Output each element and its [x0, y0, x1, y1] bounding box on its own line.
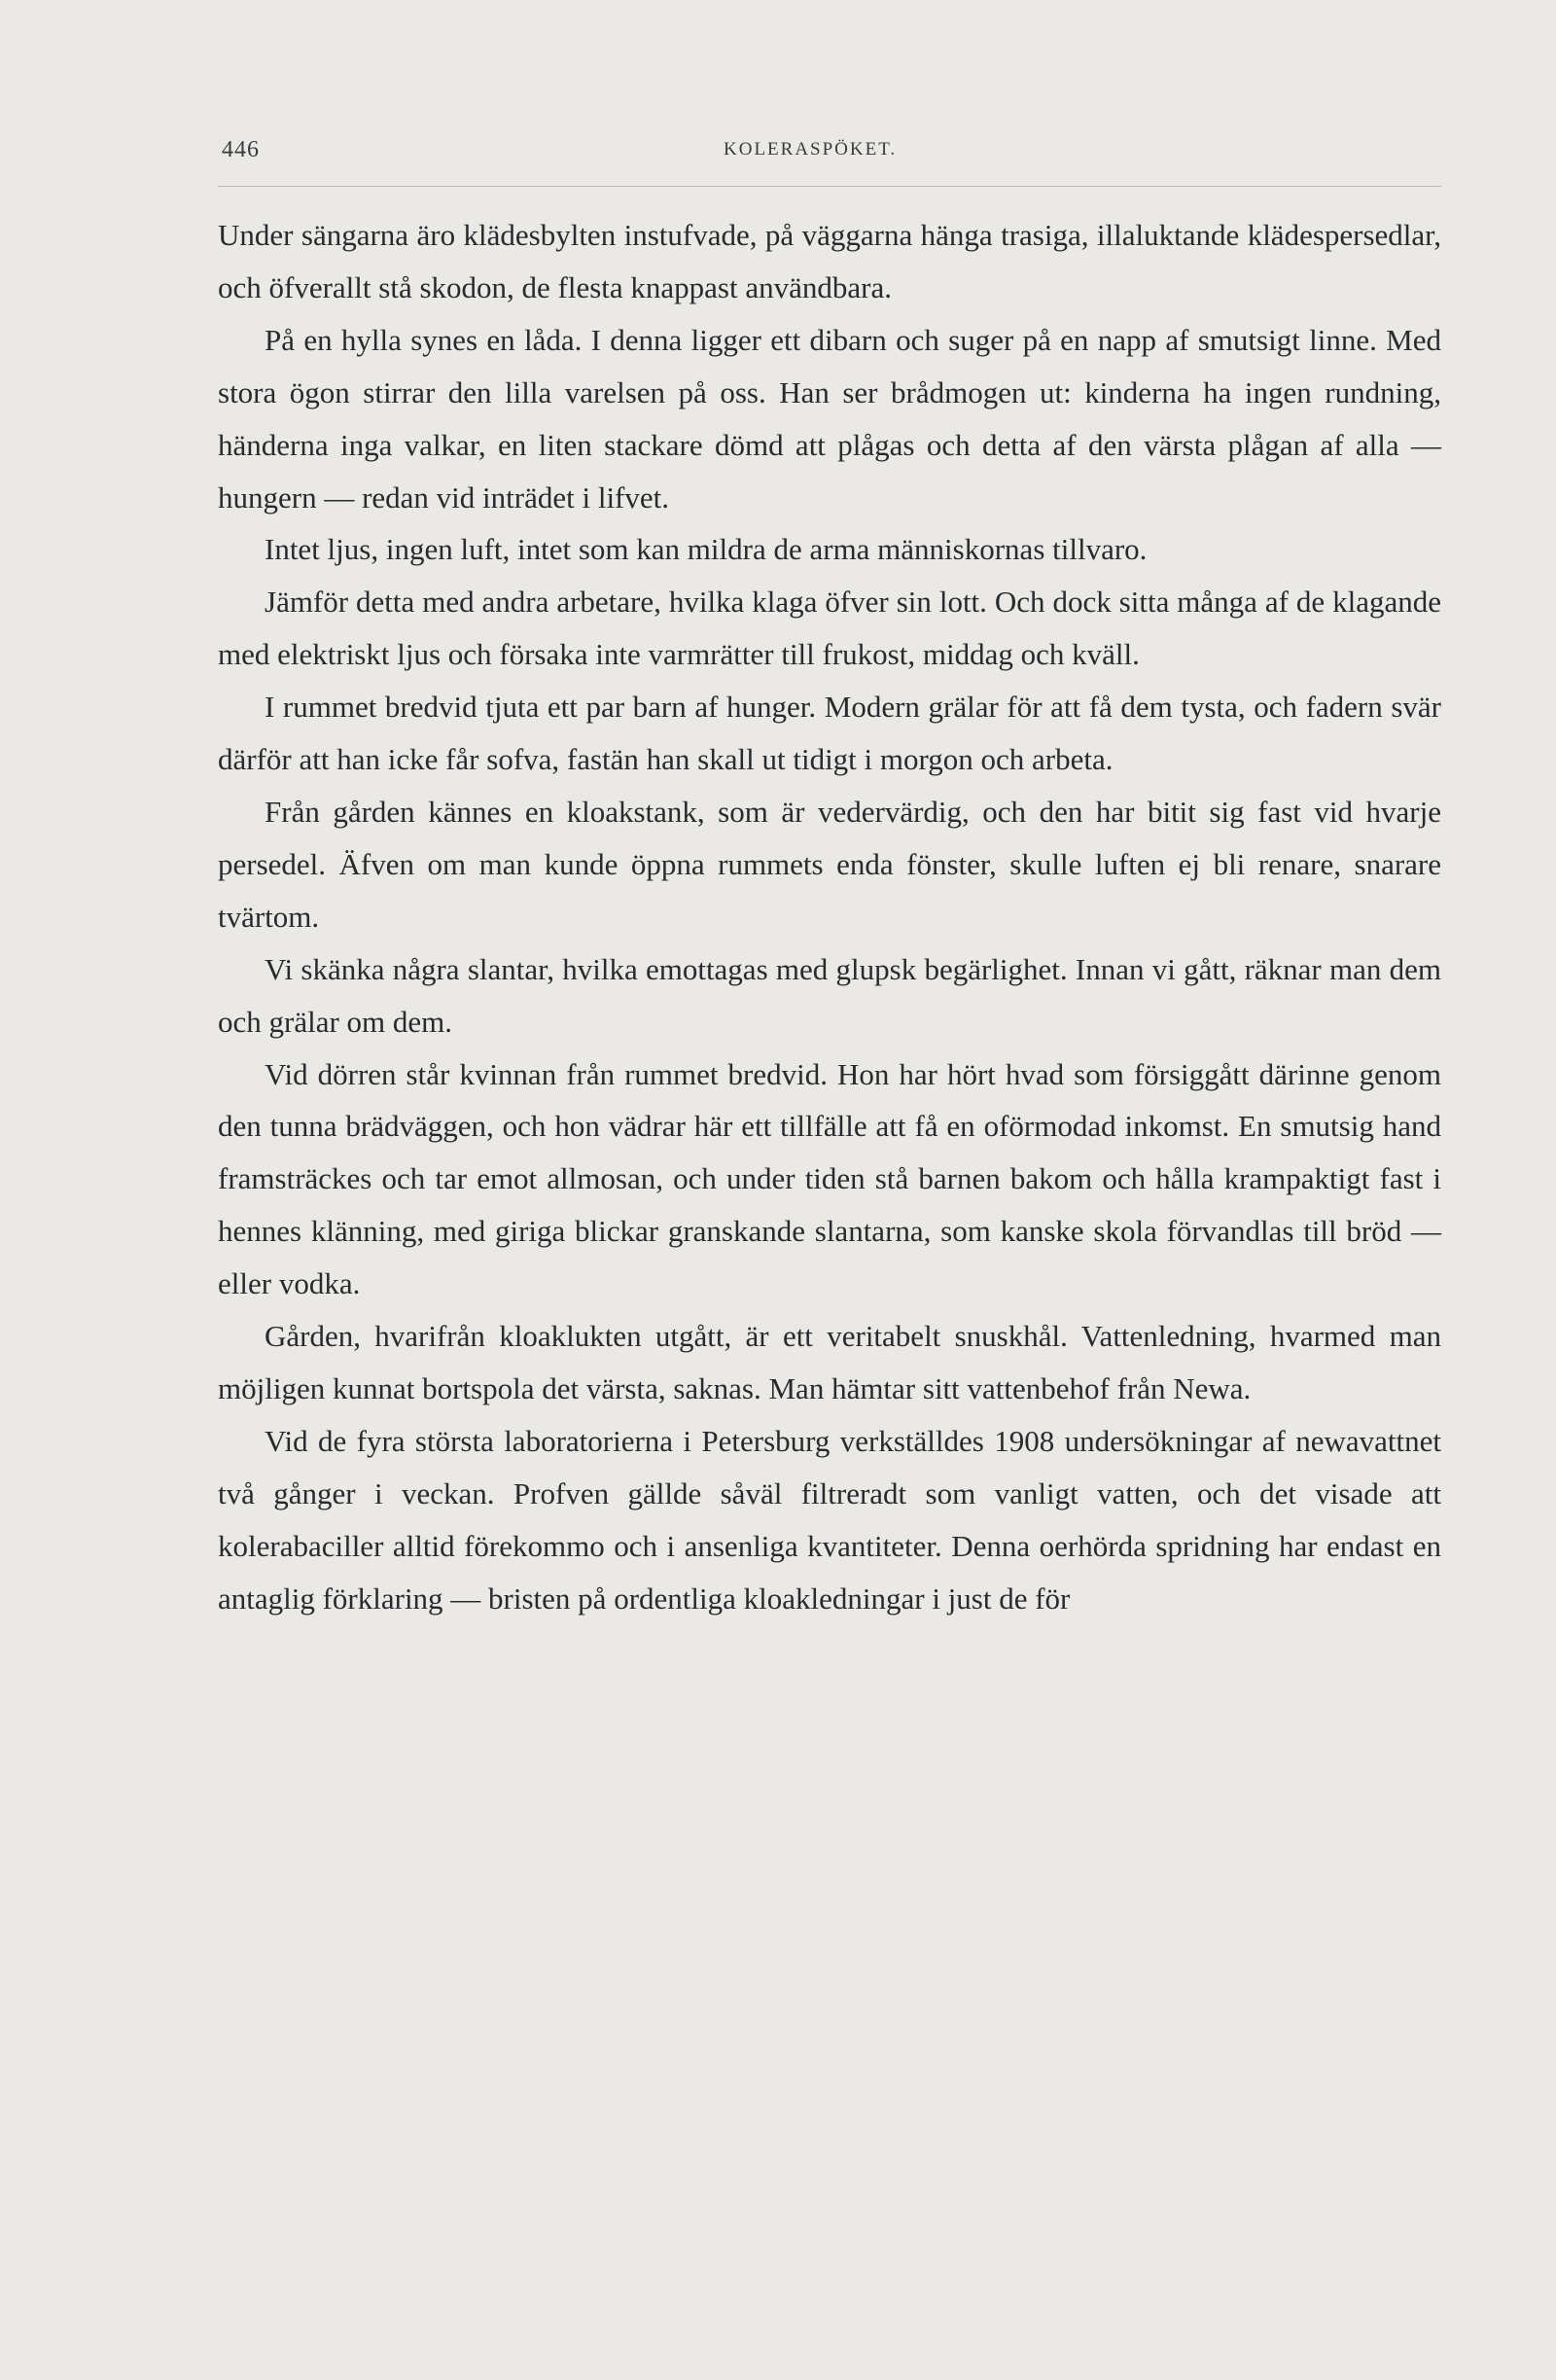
paragraph: Under sängarna äro klädesbylten instufvade, på väggarna hänga trasiga, illaluktande klädespersedlar, och öfverallt stå skodon, de flesta knappast användbara. [218, 218, 1441, 304]
running-title: KOLERASPÖKET. [724, 139, 898, 160]
paragraph: Jämför detta med andra arbetare, hvilka klaga öfver sin lott. Och dock sitta många af de klagande med elektriskt ljus och försaka inte varmrätter till frukost, middag och kväll. [218, 585, 1441, 672]
paragraph: På en hylla synes en låda. I denna ligger ett dibarn och suger på en napp af smutsigt linne. Med stora ögon stirrar den lilla varelsen på oss. Han ser brådmogen ut: kinderna ha ingen rundning, händerna inga valkar, en liten stackare dömd att plågas och detta af den värsta plågan af alla — hungern — redan vid inträdet i lifvet. [218, 322, 1441, 515]
page-header [218, 137, 1441, 187]
page-number: 446 [222, 137, 260, 162]
paragraph: Från gården kännes en kloakstank, som är vedervärdig, och den har bitit sig fast vid hvarje persedel. Äfven om man kunde öppna rummets enda fönster, skulle luften ej bli renare, snarare tvärtom. [218, 794, 1441, 934]
paragraph: Gården, hvarifrån kloaklukten utgått, är ett veritabelt snuskhål. Vattenledning, hvarmed man möjligen kunnat bortspola det värsta, saknas. Man hämtar sitt vattenbehof från Newa. [218, 1319, 1441, 1405]
paragraph: Vid dörren står kvinnan från rummet bredvid. Hon har hört hvad som försiggått därinne genom den tunna brädväggen, och hon vädrar här ett tillfälle att få en oförmodad inkomst. En smutsig hand framsträckes och tar emot allmosan, och under tiden stå barnen bakom och hålla krampaktigt fast i hennes klänning, med giriga blickar granskande slantarna, som kanske skola förvandlas till bröd — eller vodka. [218, 1056, 1441, 1301]
body-text [218, 209, 1441, 1624]
paragraph: I rummet bredvid tjuta ett par barn af hunger. Modern grälar för att få dem tysta, och fadern svär därför att han icke får sofva, fastän han skall ut tidigt i morgon och arbeta. [218, 690, 1441, 777]
paragraph: Vid de fyra största laboratorierna i Petersburg verkställdes 1908 undersökningar af newavattnet två gånger i veckan. Profven gällde såväl filtreradt som vanligt vatten, och det visade att kolerabaciller alltid förekommo och i ansenliga kvantiteter. Denna oerhörda spridning har endast en antaglig förklaring — bristen på ordentliga kloakledningar i just de för [218, 1423, 1441, 1616]
paragraph: Intet ljus, ingen luft, intet som kan mildra de arma människornas tillvaro. [265, 532, 1148, 567]
paragraph: Vi skänka några slantar, hvilka emottagas med glupsk begärlighet. Innan vi gått, räknar man dem och grälar om dem. [218, 951, 1441, 1039]
